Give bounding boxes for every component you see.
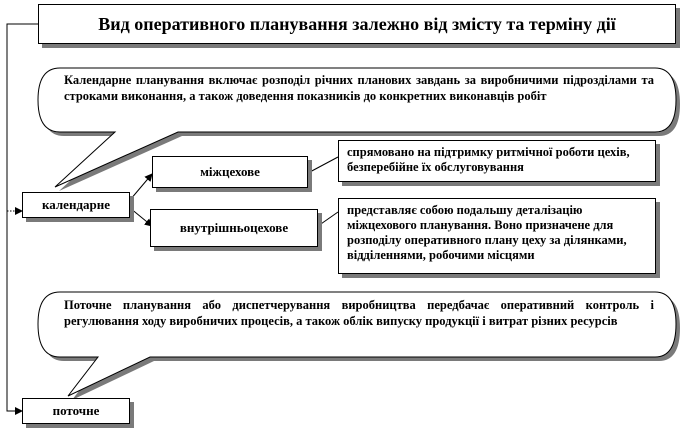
desc-intershop: [338, 140, 656, 182]
current-callout-text: Поточне планування або диспетчерування виробництва передбачає оперативний контроль і регулювання ходу виробничих процесів, а також облік випуску продукції і витрат різних ресурсів: [64, 298, 654, 328]
link-intrashop-desc: [318, 212, 338, 226]
node-current-label: поточне: [52, 403, 100, 418]
node-intershop: [152, 156, 308, 188]
arrow-to-intrashop: [130, 208, 152, 226]
desc-intrashop: [338, 198, 656, 274]
node-intershop-label: міжцехове: [200, 164, 260, 179]
desc-intrashop-text: представляє собою подальшу деталізацію міжцехового планування. Воно призначене для розподілу оперативного плану цеху за ділянками, відділеннями, робочими місцями: [347, 203, 627, 262]
title-text: Вид оперативного планування залежно від змісту та терміну дії: [98, 13, 616, 34]
link-intershop-desc: [308, 157, 338, 173]
diagram-title: [38, 4, 676, 44]
node-intrashop: [150, 209, 318, 247]
node-intrashop-label: внутрішньоцехове: [179, 220, 289, 235]
node-calendar: [22, 192, 130, 218]
node-calendar-label: календарне: [41, 197, 111, 212]
calendar-callout-text: Календарне планування включає розподіл річних планових завдань за виробничими підрозділами та строками виконання, а також доведення показників до конкретних виконавців робіт: [64, 73, 654, 103]
node-current: [22, 398, 130, 424]
desc-intershop-text: спрямовано на підтримку ритмічної роботи цехів, безперебійне їх обслуговування: [347, 145, 630, 174]
arrow-to-intershop: [130, 174, 152, 200]
